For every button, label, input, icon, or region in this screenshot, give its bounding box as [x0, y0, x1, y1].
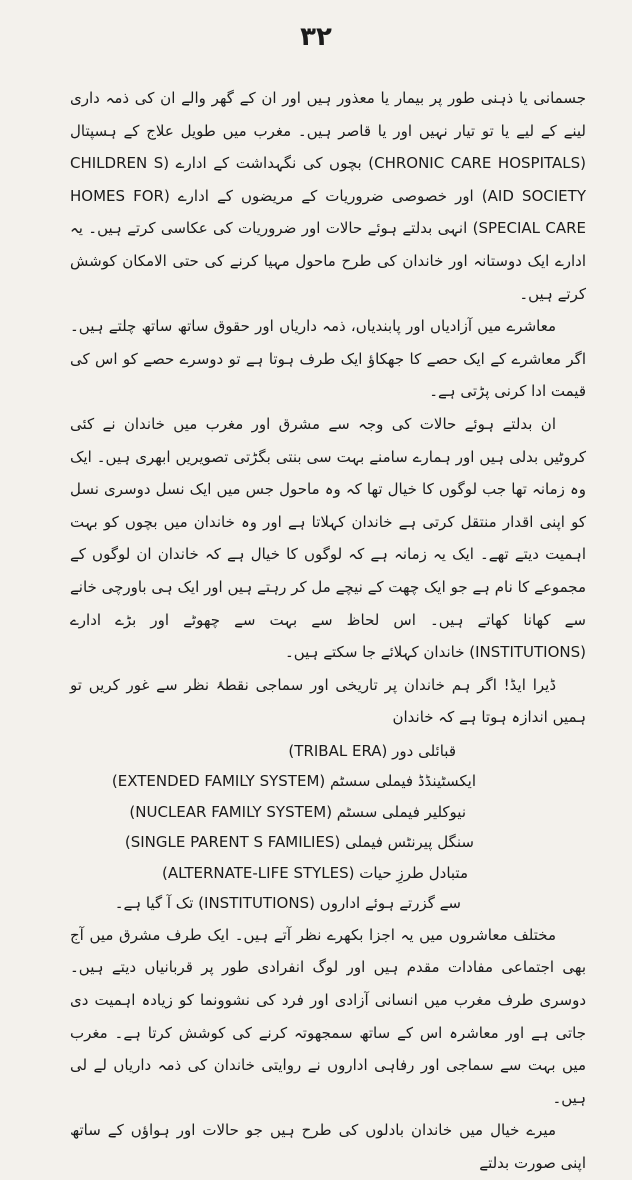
paragraph-4: ڈیرا ایڈ! اگر ہم خاندان پر تاریخی اور سماجی نقطۂ نظر سے غور کریں تو ہمیں اندازہ ہوتا ہے کہ خاندان [70, 675, 586, 727]
list-tail: سے گزرتے ہوئے اداروں (INSTITUTIONS) تک آ گیا ہے۔ [114, 894, 461, 913]
paragraph-5: مختلف معاشروں میں یہ اجزا بکھرے نظر آتے ہیں۔ ایک طرف مشرق میں آج بھی اجتماعی مفادات مقدم ہیں اور لوگ انفرادی طور پر قربانیاں دیتے ہیں۔ دوسری طرف مغرب میں انسانی آزادی اور فرد کی نشوونما کو زیادہ اہمیت دی جاتی ہے اور معاشرہ اس کے ساتھ سمجھوتہ کرنے کی کوشش کرتا ہے۔ مغرب میں بہت سے سماجی اور رفاہی اداروں نے روایتی خاندان کی ذمہ داریاں لے لی ہیں۔ [70, 925, 586, 1107]
list-item: ایکسٹینڈڈ فیملی سسٹم (EXTENDED FAMILY SYSTEM) [111, 772, 476, 791]
list-item: سنگل پیرنٹس فیملی (SINGLE PARENT S FAMILIES) [124, 833, 474, 852]
paragraph-3: ان بدلتے ہوئے حالات کی وجہ سے مشرق اور مغرب میں خاندان نے کئی کروٹیں بدلی ہیں اور ہمارے سامنے بہت سی بنتی بگڑتی تصویریں ابھری ہیں۔ ایک وہ زمانہ تھا جب لوگوں کا خیال تھا کہ وہ ماحول جس میں ایک نسل دوسری نسل کو اپنی اقدار منتقل کرتی ہے خاندان کہلاتا ہے اور وہ خاندان میں بچوں کو بہت اہمیت دیتے تھے۔ ایک یہ زمانہ ہے کہ لوگوں کا خیال ہے کہ خاندان ان لوگوں کے مجموعے کا نام ہے جو ایک چھت کے نیچے مل کر رہتے ہیں اور ایک ہی باورچی خانے سے کھانا کھاتے ہیں۔ اس لحاظ سے بہت سے چھوٹے اور بڑے ادارے (INSTITUTIONS) خاندان کہلائے جا سکتے ہیں۔ [70, 414, 586, 662]
paragraph-2: معاشرے میں آزادیاں اور پابندیاں، ذمہ داریاں اور حقوق ساتھ ساتھ چلتے ہیں۔ اگر معاشرے کے ایک حصے کا جھکاؤ ایک طرف ہوتا ہے تو دوسرے حصے کو اس کی قیمت ادا کرنی پڑتی ہے۔ [70, 317, 586, 401]
paragraph-6: میرے خیال میں خاندان بادلوں کی طرح ہیں جو حالات اور ہواؤں کے ساتھ اپنی صورت بدلتے [70, 1121, 586, 1173]
body-text [70, 82, 586, 1180]
page-number: ۳۲ [300, 22, 332, 52]
paragraph-1: جسمانی یا ذہنی طور پر بیمار یا معذور ہیں اور ان کے گھر والے ان کی ذمہ داری لینے کے لیے یا تو تیار نہیں اور یا قاصر ہیں۔ مغرب میں طویل علاج کے ہسپتال (CHRONIC CARE HOSPITALS) بچوں کی نگہداشت کے ادارے (CHILDREN S AID SOCIETY) اور خصوصی ضروریات کے مریضوں کے ادارے (HOMES FOR SPECIAL CARE) انہی بدلتے ہوئے حالات اور ضروریات کی عکاسی کرتے ہیں۔ یہ ادارے ایک دوستانہ اور خاندان کی طرح ماحول مہیا کرنے کی حتی الامکان کوشش کرتے ہیں۔ [70, 89, 586, 303]
family-stages-list [70, 736, 586, 889]
list-item: متبادل طرزِ حیات (ALTERNATE-LIFE STYLES) [161, 863, 468, 882]
list-item: نیوکلیر فیملی سسٹم (NUCLEAR FAMILY SYSTEM) [129, 802, 466, 821]
list-item: قبائلی دور (TRIBAL ERA) [288, 741, 456, 760]
